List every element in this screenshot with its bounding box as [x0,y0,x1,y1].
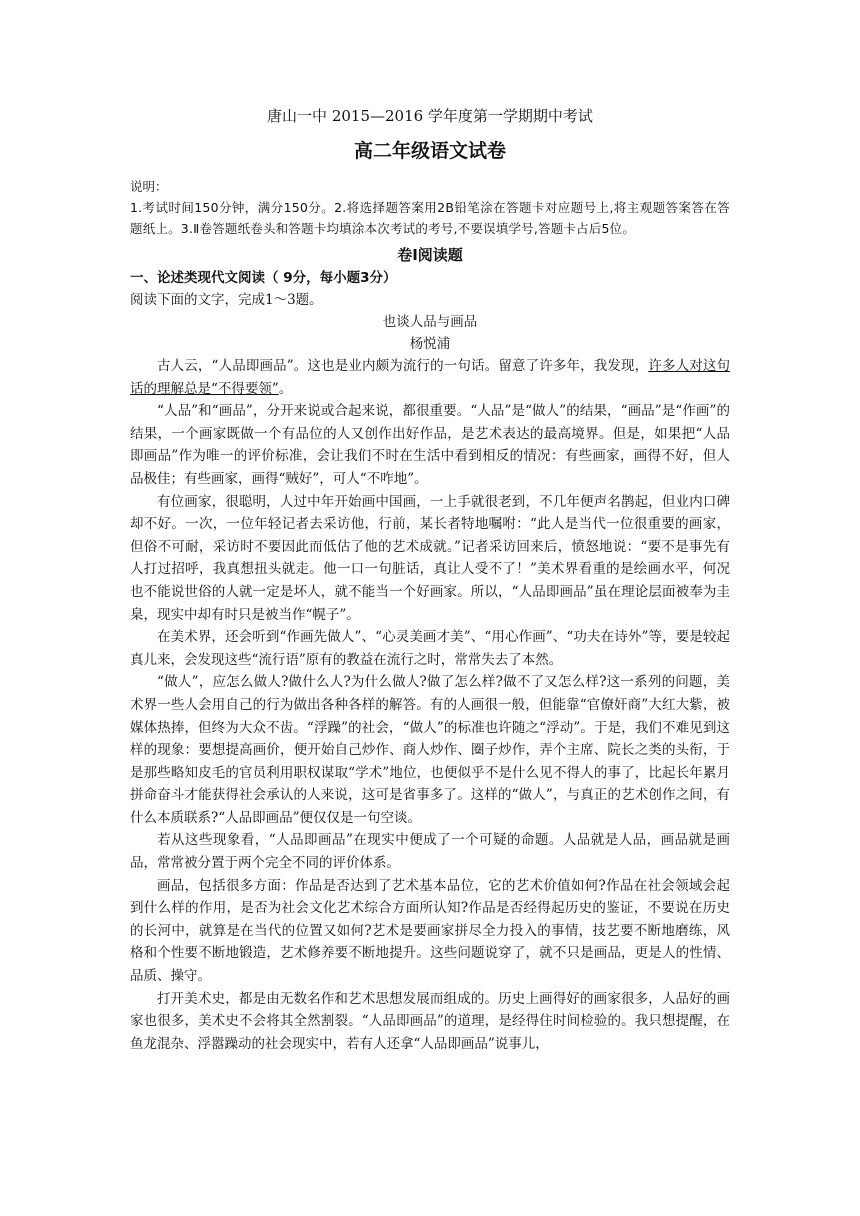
article-paragraph: “做人”，应怎么做人?做什么人?为什么做人?做了怎么样?做不了又怎么样?这一系列的问题，美术界一些人会用自己的行为做出各种各样的解答。有的人画很一般，但能靠“官僚奸商”大红大紫，被媒体热捧，但终为大众不齿。“浮躁”的社会，“做人”的标准也许随之“浮动”。于是，我们不难见到这样的现象：要想提高画价，便开始自己炒作、商人炒作、圈子炒作，弄个主席、院长之类的头衔，于是那些略知皮毛的官员利用职权谋取“学术”地位，也便似乎不是什么见不得人的事了，比起长年累月拼命奋斗才能获得社会承认的人来说，这可是省事多了。这样的“做人”，与真正的艺术创作之间，有什么本质联系?“人品即画品”便仅仅是一句空谈。 [130,674,730,826]
article-paragraph: “人品”和“画品”，分开来说或合起来说，都很重要。“人品”是“做人”的结果，“画品”是“作画”的结果，一个画家既做一个有品位的人又创作出好作品，是艺术表达的最高境界。但是，如果把“人品即画品”作为唯一的评价标准，会让我们不时在生活中看到相反的情况：有些画家，画得不好，但人品极佳；有些画家，画得“贼好”，可人“不咋地”。 [130,403,730,487]
section-title: 卷Ⅰ阅读题 [397,246,463,264]
instructions-text: 1.考试时间150分钟，满分150分。2.将选择题答案用2B铅笔涂在答题卡对应题号上,将主观题答案答在答题纸上。3.Ⅱ卷答题纸卷头和答题卡均填涂本次考试的考号,不要误填学号,答题卡占后5位。 [130,200,730,236]
article-paragraph: 画品，包括很多方面：作品是否达到了艺术基本品位，它的艺术价值如何?作品在社会领域会起到什么样的作用，是否为社会文化艺术综合方面所认知?作品是否经得起历史的鉴证，不要说在历史的长河中，就算是在当代的位置又如何?艺术是要画家拼尽全力投入的事情，技艺要不断地磨练，风格和个性要不断地锻造，艺术修养要不断地提升。这些问题说穿了，就不只是画品，更是人的性情、品质、操守。 [130,877,730,985]
article-paragraph: 打开美术史，都是由无数名作和艺术思想发展而组成的。历史上画得好的画家很多，人品好的画家也很多，美术史不会将其全然割裂。“人品即画品”的道理，是经得住时间检验的。我只想提醒，在鱼龙混杂、浮嚣躁动的社会现实中，若有人还拿“人品即画品”说事儿， [130,990,730,1052]
article-title: 也谈人品与画品 [382,314,478,330]
question-heading: 一、论述类现代文阅读（ 9分，每小题3分） [130,270,397,286]
article-paragraph: 在美术界，还会听到“作画先做人”、“心灵美画才美”、“用心作画”、“功夫在诗外”等，要是较起真儿来，会发现这些“流行语”原有的教益在流行之时，常常失去了本然。 [130,629,730,668]
question-instruction: 阅读下面的文字，完成1～3题。 [130,292,323,308]
underlined-sentence: 许多人对这句话的理解总是“不得要领” [130,358,730,397]
exam-title: 唐山一中 2015—2016 学年度第一学期期中考试 [267,107,593,125]
paragraph-lead: 古人云，“人品即画品”。这也是业内颇为流行的一句话。留意了许多年，我发现， [157,358,649,374]
paper-title: 高二年级语文试卷 [353,140,506,162]
article-paragraph: 若从这些现象看，“人品即画品”在现实中便成了一个可疑的命题。人品就是人品，画品就是画品，常常被分置于两个完全不同的评价体系。 [130,832,730,872]
paragraph-end: 。 [278,380,293,397]
exam-page [130,104,730,1055]
article-paragraph [130,355,730,400]
article-paragraph: 有位画家，很聪明，人过中年开始画中国画，一上手就很老到，不几年便声名鹊起，但业内口碑却不好。一次，一位年轻记者去采访他，行前，某长者特地嘱咐：“此人是当代一位很重要的画家，但俗不可耐，采访时不要因此而低估了他的艺术成就。”记者采访回来后，愤怒地说：“要不是事先有人打过招呼，我真想扭头就走。他一口一句脏话，真让人受不了！”美术界看重的是绘画水平，何况也不能说世俗的人就一定是坏人，就不能当一个好画家。所以，“人品即画品”虽在理论层面被奉为圭臬，现实中却有时只是被当作“幌子”。 [130,493,730,623]
article-author: 杨悦浦 [409,336,451,352]
instructions-label: 说明： [130,179,168,194]
